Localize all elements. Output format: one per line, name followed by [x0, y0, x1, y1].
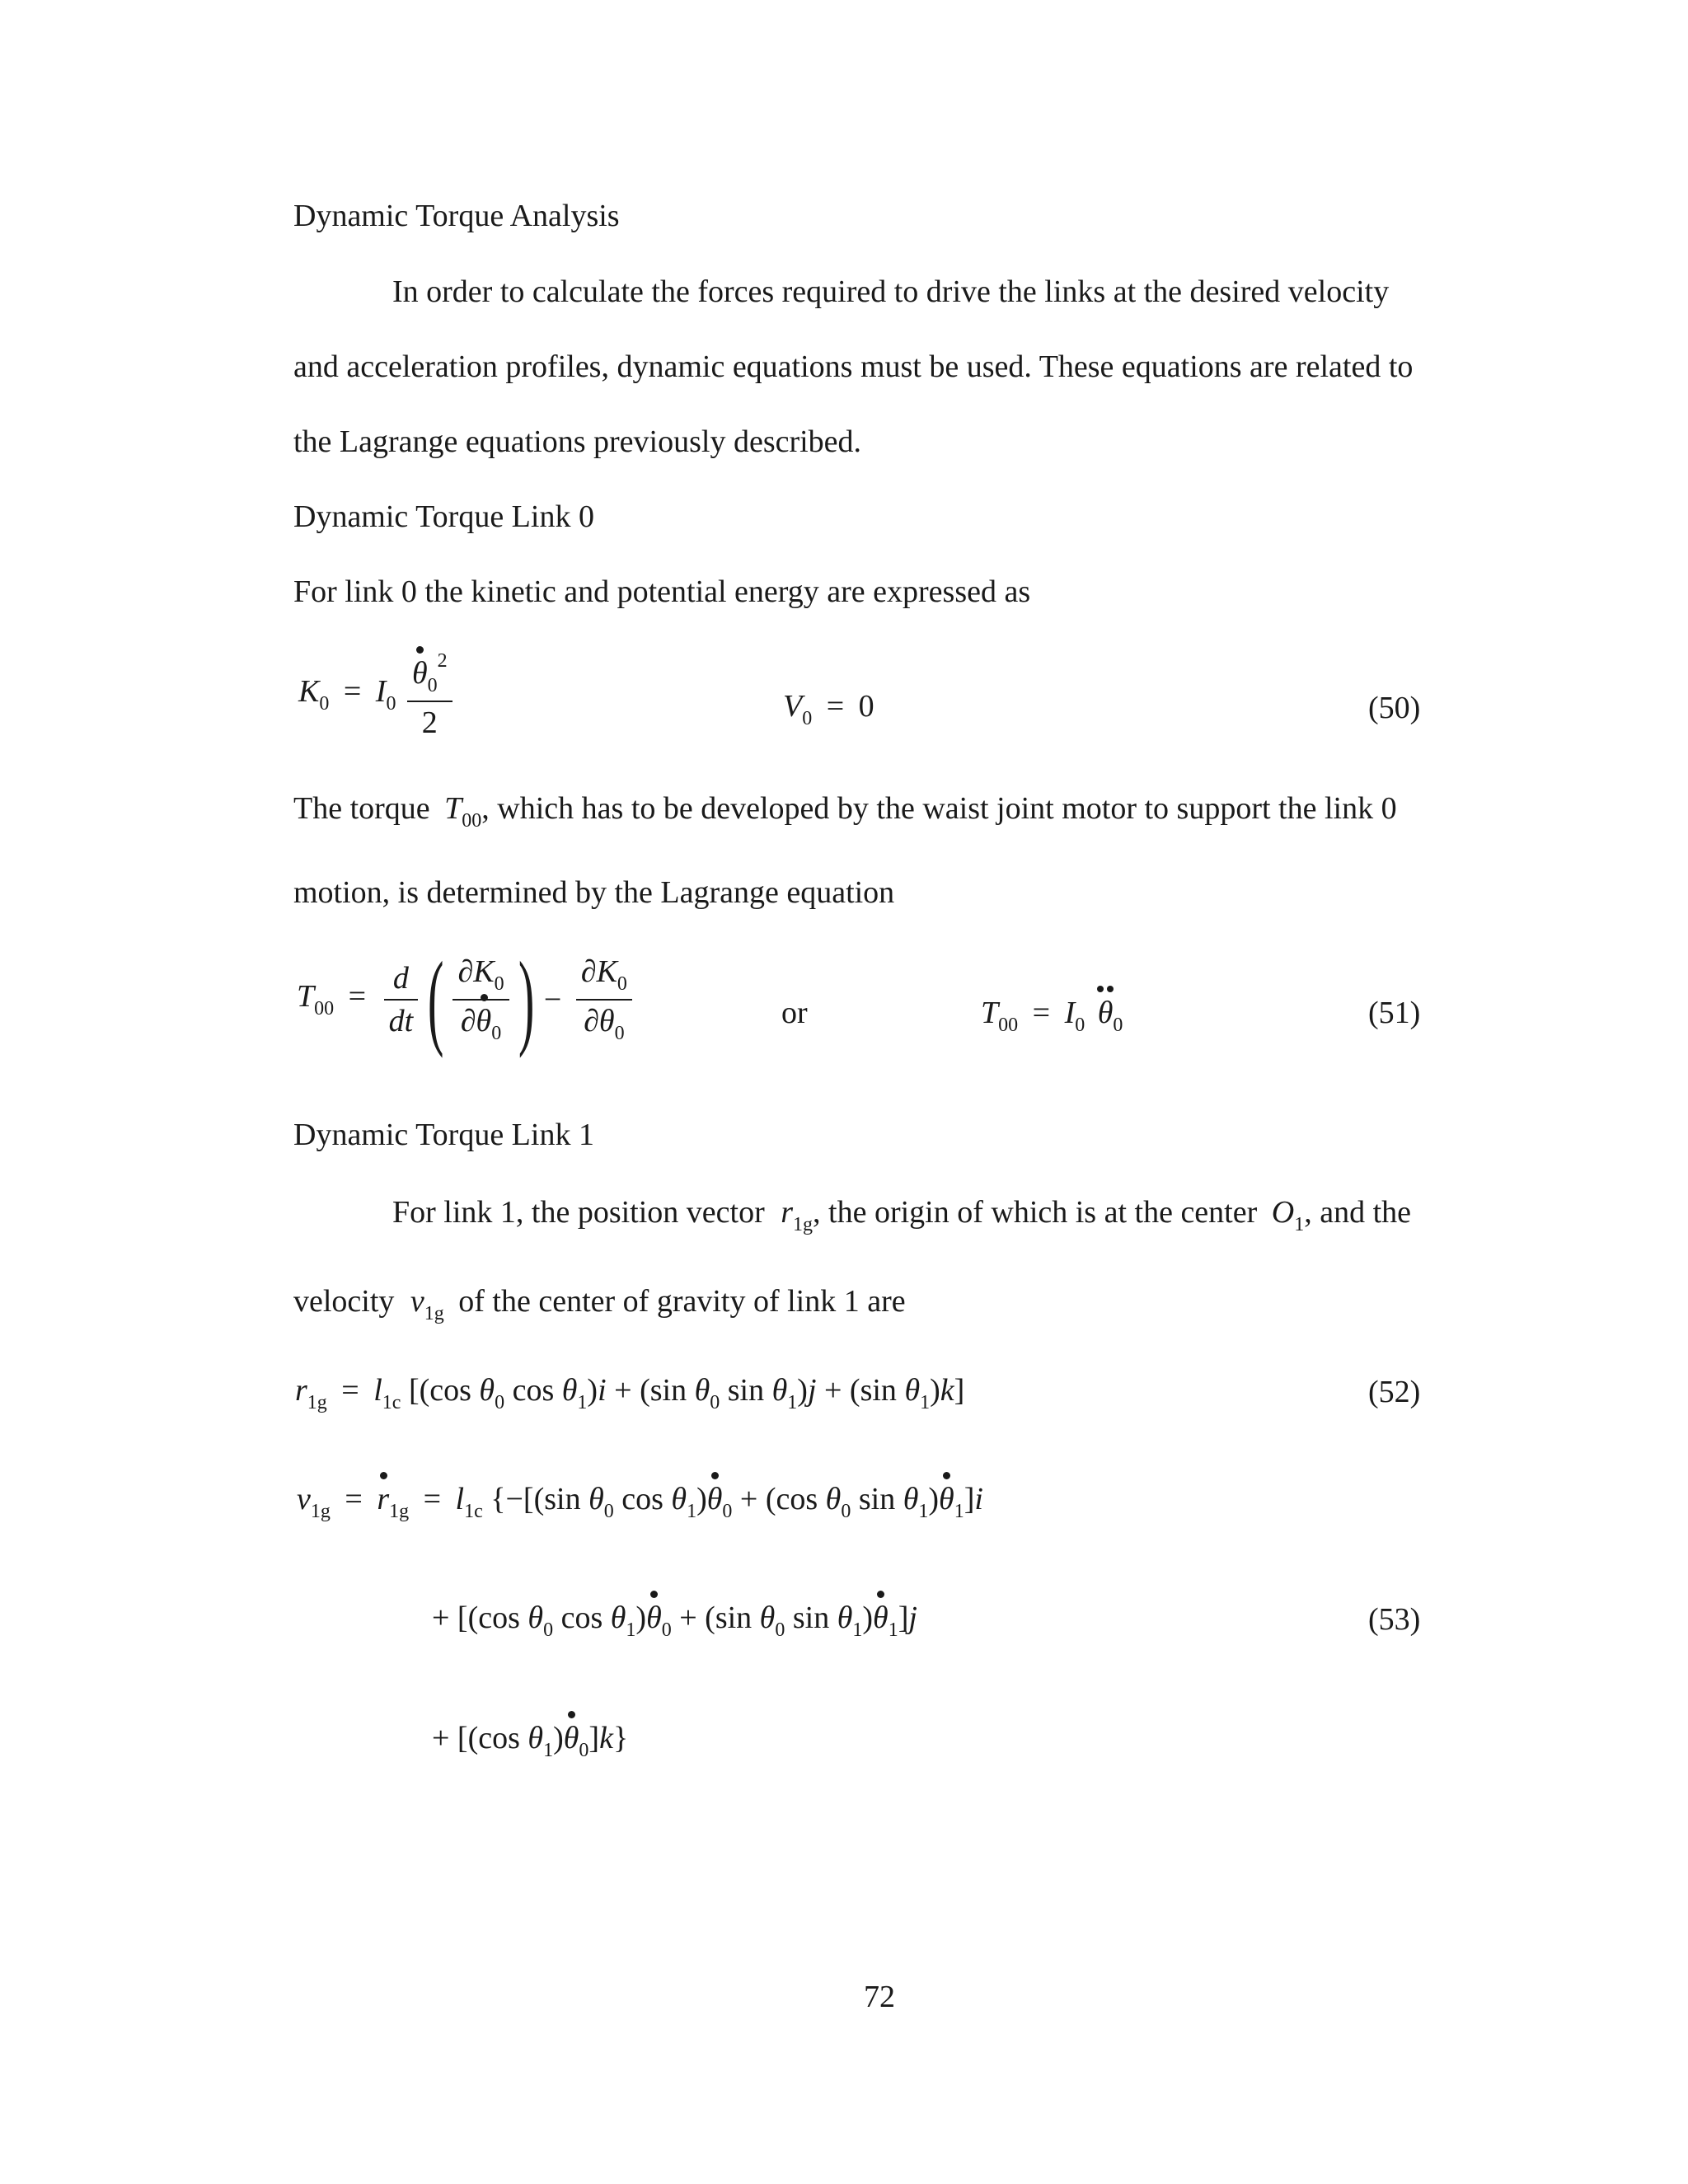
link1-text-line-2: velocity $v_{1g}$ of the center of gravity of link 1 are — [293, 1284, 906, 1324]
equation-53-line-1: $v_{1g} = r_{1g} = l_{1c}$ {−[(sin $\theta_0$ $\cos \theta_1)\theta_0 + (\cos$ $\theta_0$ $\sin \theta_1)\theta_1]i$ — [297, 1482, 983, 1522]
equation-50-kinetic: $K_0 = I_0$ $\frac{\theta_0^2}{2}$ — [298, 651, 456, 738]
equation-number-52: (52) — [1368, 1375, 1421, 1409]
subheading-link1: Dynamic Torque Link 1 — [293, 1118, 594, 1152]
equation-number-51: (51) — [1368, 996, 1421, 1030]
equation-51-result: $T_{00} = I_0$ $\theta_0$ — [981, 996, 1123, 1036]
paragraph-line: the Lagrange equations previously described. — [293, 424, 862, 459]
equation-53-line-3: + [(cos $\theta_1)\theta_0]k$} — [432, 1721, 629, 1761]
equation-52-position: $r_{1g} = l_{1c}$ [(cos $\theta_0$ $\cos \theta_1)i + (\sin$ $\theta_0$ $\sin \theta_1)j + (\sin$ $\theta_1)k$] — [295, 1373, 965, 1413]
equation-number-50: (50) — [1368, 691, 1421, 725]
equation-51-or: or — [781, 996, 808, 1030]
page-number: 72 — [864, 1980, 895, 2014]
equation-51-lagrange: $T_{00}$ = $\frac{d}{dt}$ ( $\frac{\partial K_0}{\partial\theta_0}$ ) − $\frac{\partial K_0}{\partial\theta_0}$ — [297, 946, 635, 1053]
section-heading: Dynamic Torque Analysis — [293, 199, 620, 233]
equation-53-line-2: + [(cos $\theta_0$ $\cos \theta_1)\theta_0 + (\sin$ $\theta_0$ $\sin \theta_1)\theta_1]j$ — [432, 1601, 917, 1641]
equation-number-53: (53) — [1368, 1602, 1421, 1637]
subheading-link0: Dynamic Torque Link 0 — [293, 499, 594, 534]
paragraph-line: In order to calculate the forces required to drive the links at the desired velocity — [392, 274, 1390, 309]
torque-text-line-2: motion, is determined by the Lagrange equation — [293, 875, 895, 910]
link1-text-line-1: For link 1, the position vector $r_{1g}$, the origin of which is at the center $O_1$, and the — [392, 1195, 1411, 1235]
link0-intro: For link 0 the kinetic and potential energy are expressed as — [293, 574, 1031, 609]
equation-50-potential: $V_0 = 0$ — [783, 689, 874, 729]
paragraph-line: and acceleration profiles, dynamic equations must be used. These equations are related to — [293, 349, 1414, 384]
torque-text-line-1: The torque $T_{00}$, which has to be developed by the waist joint motor to support the link 0 — [293, 791, 1397, 832]
